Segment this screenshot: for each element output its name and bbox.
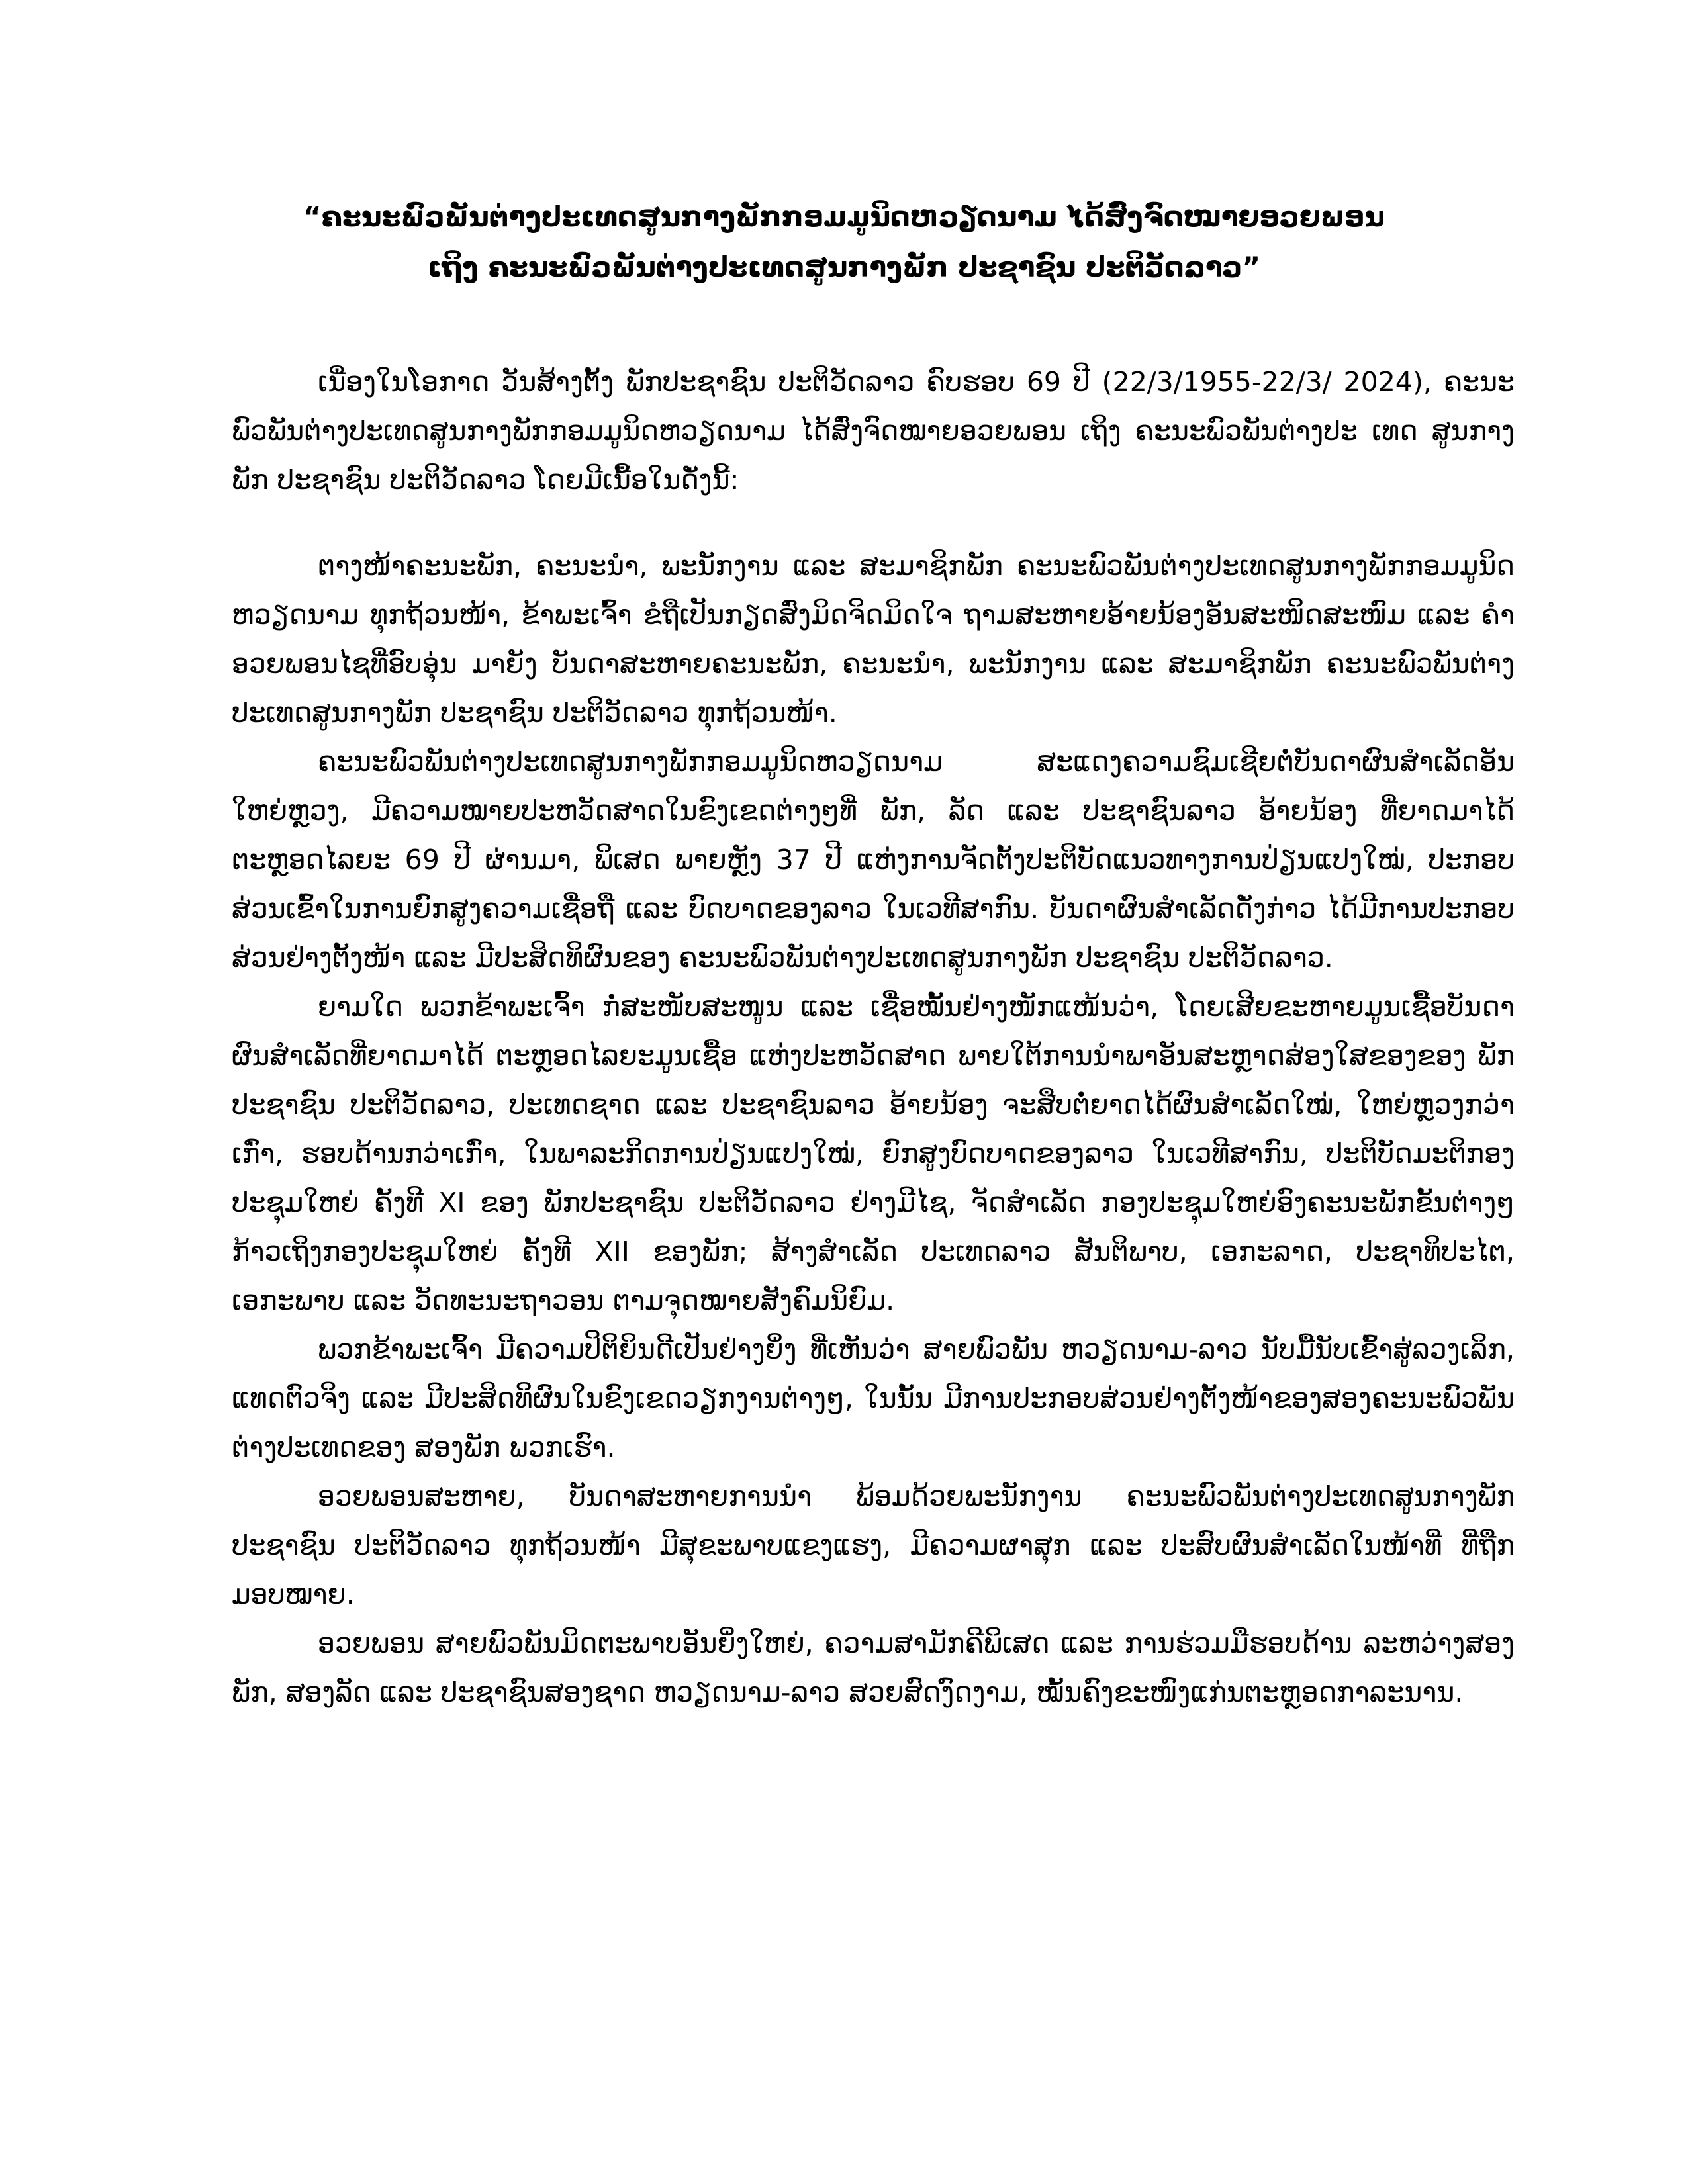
title-line-1: “ຄະນະພົວພັນຕ່າງປະເທດສູນກາງພັກກອມມູນິດຫວຽດນາມ ໄດ້ສົ່ງຈົດໝາຍອວຍພອນ	[303, 201, 1385, 233]
body-paragraph-2: ຄະນະພົວພັນຕ່າງປະເທດສູນກາງພັກກອມມູນິດຫວຽດນາມ ສະແດງຄວາມຊົມເຊີຍຕໍ່ບັນດາຜົນສຳເລັດອັນໃຫຍ່ຫຼວງ, ມີຄວາມໝາຍປະຫວັດສາດໃນຂົງເຂດຕ່າງໆທີ່ ພັກ, ລັດ ແລະ ປະຊາຊົນລາວ ອ້າຍນ້ອງ ທີ່ຍາດມາໄດ້ ຕະຫຼອດໄລຍະ 69 ປີ ຜ່ານມາ, ພິເສດ ພາຍຫຼັງ 37 ປີ ແຫ່ງການຈັດຕັ້ງປະຕິບັດແນວທາງການປ່ຽນແປງໃໝ່, ປະກອບສ່ວນເຂົ້າໃນການຍົກສູງຄວາມເຊື່ອຖື ແລະ ບົດບາດຂອງລາວ ໃນເວທີສາກົນ. ບັນດາຜົນສຳເລັດດັ່ງກ່າວ ໄດ້ມີການປະກອບສ່ວນຢ່າງຕັ້ງໜ້າ ແລະ ມີປະສິດທິຜົນຂອງ ຄະນະພົວພັນຕ່າງປະເທດສູນກາງພັກ ປະຊາຊົນ ປະຕິວັດລາວ.	[232, 746, 1515, 974]
body-paragraph-6: ອວຍພອນ ສາຍພົວພັນມິດຕະພາບອັນຍິ່ງໃຫຍ່, ຄວາມສາມັກຄີພິເສດ ແລະ ການຮ່ວມມືຮອບດ້ານ ລະຫວ່າງສອງພັກ, ສອງລັດ ແລະ ປະຊາຊົນສອງຊາດ ຫວຽດນາມ-ລາວ ສວຍສົດງົດງາມ, ໝັ້ນຄົງຂະໜົງແກ່ນຕະຫຼອດກາລະນານ.	[232, 1627, 1515, 1708]
document-body	[232, 357, 1515, 1717]
document-title	[199, 192, 1489, 293]
body-paragraph-5: ອວຍພອນສະຫາຍ, ບັນດາສະຫາຍການນຳ ພ້ອມດ້ວຍພະນັກງານ ຄະນະພົວພັນຕ່າງປະເທດສູນກາງພັກ ປະຊາຊົນ ປະຕິວັດລາວ ທຸກຖ້ວນໜ້າ ມີສຸຂະພາບແຂງແຮງ, ມີຄວາມຜາສຸກ ແລະ ປະສົບຜົນສຳເລັດໃນໜ້າທີ່ ທີ່ຖືກມອບໝາຍ.	[232, 1480, 1515, 1610]
intro-paragraph: ເນື່ອງໃນໂອກາດ ວັນສ້າງຕັ້ງ ພັກປະຊາຊົນ ປະຕິວັດລາວ ຄົບຮອບ 69 ປີ (22/3/1955-22/3/ 2024), ຄະນະພົວພັນຕ່າງປະເທດສູນກາງພັກກອມມູນິດຫວຽດນາມ ໄດ້ສົ່ງຈົດໝາຍອວຍພອນ ເຖິງ ຄະນະພົວພັນຕ່າງປະ ເທດ ສູນກາງພັກ ປະຊາຊົນ ປະຕິວັດລາວ ໂດຍມີເນື້ອໃນດັ່ງນີ້:	[232, 366, 1515, 496]
body-paragraph-4: ພວກຂ້າພະເຈົ້າ ມີຄວາມປິຕິຍິນດີເປັນຢ່າງຍິ່ງ ທີ່ເຫັນວ່າ ສາຍພົວພັນ ຫວຽດນາມ-ລາວ ນັບມື້ນັບເຂົ້າສູ່ລວງເລິກ, ແທດຕົວຈິງ ແລະ ມີປະສິດທິຜົນໃນຂົງເຂດວຽກງານຕ່າງໆ, ໃນນັ້ນ ມີການປະກອບສ່ວນຢ່າງຕັ້ງໜ້າຂອງສອງຄະນະພົວພັນຕ່າງປະເທດຂອງ ສອງພັກ ພວກເຮົາ.	[232, 1334, 1515, 1463]
body-paragraph-3: ຍາມໃດ ພວກຂ້າພະເຈົ້າ ກໍ່ສະໜັບສະໜູນ ແລະ ເຊື່ອໝັ້ນຢ່າງໜັກແໜ້ນວ່າ, ໂດຍເສີຍຂະຫາຍມູນເຊື້ອບັນດາຜົນສຳເລັດທີ່ຍາດມາໄດ້ ຕະຫຼອດໄລຍະມູນເຊື້ອ ແຫ່ງປະຫວັດສາດ ພາຍໃຕ້ການນຳພາອັນສະຫຼາດສ່ອງໃສຂອງຂອງ ພັກປະຊາຊົນ ປະຕິວັດລາວ, ປະເທດຊາດ ແລະ ປະຊາຊົນລາວ ອ້າຍນ້ອງ ຈະສືບຕໍ່ຍາດໄດ້ຜົນສຳເລັດໃໝ່, ໃຫຍ່ຫຼວງກວ່າເກົ່າ, ຮອບດ້ານກວ່າເກົ່າ, ໃນພາລະກິດການປ່ຽນແປງໃໝ່, ຍົກສູງບົດບາດຂອງລາວ ໃນເວທີສາກົນ, ປະຕິບັດມະຕິກອງປະຊຸມໃຫຍ່ ຄັ້ງທີ XI ຂອງ ພັກປະຊາຊົນ ປະຕິວັດລາວ ຢ່າງມີໄຊ, ຈັດສຳເລັດ ກອງປະຊຸມໃຫຍ່ອົງຄະນະພັກຂັ້ນຕ່າງໆ ກ້າວເຖິງກອງປະຊຸມໃຫຍ່ ຄັ້ງທີ XII ຂອງພັກ; ສ້າງສຳເລັດ ປະເທດລາວ ສັນຕິພາບ, ເອກະລາດ, ປະຊາທິປະໄຕ, ເອກະພາບ ແລະ ວັດທະນະຖາວອນ ຕາມຈຸດໝາຍສັງຄົມນິຍົມ.	[232, 991, 1515, 1316]
body-paragraph-1: ຕາງໜ້າຄະນະພັກ, ຄະນະນຳ, ພະນັກງານ ແລະ ສະມາຊິກພັກ ຄະນະພົວພັນຕ່າງປະເທດສູນກາງພັກກອມມູນິດຫວຽດນາມ ທຸກຖ້ວນໜ້າ, ຂ້າພະເຈົ້າ ຂໍຖືເປັນກຽດສົ່ງມິດຈິດມິດໃຈ ຖາມສະຫາຍອ້າຍນ້ອງອັນສະໜິດສະໜົມ ແລະ ຄຳອວຍພອນໄຊທີ່ອົບອຸ່ນ ມາຍັງ ບັນດາສະຫາຍຄະນະພັກ, ຄະນະນຳ, ພະນັກງານ ແລະ ສະມາຊິກພັກ ຄະນະພົວພັນຕ່າງປະເທດສູນກາງພັກ ປະຊາຊົນ ປະຕິວັດລາວ ທຸກຖ້ວນໜ້າ.	[232, 550, 1515, 729]
title-line-2: ເຖິງ ຄະນະພົວພັນຕ່າງປະເທດສູນກາງພັກ ປະຊາຊົນ ປະຕິວັດລາວ”	[427, 251, 1261, 283]
